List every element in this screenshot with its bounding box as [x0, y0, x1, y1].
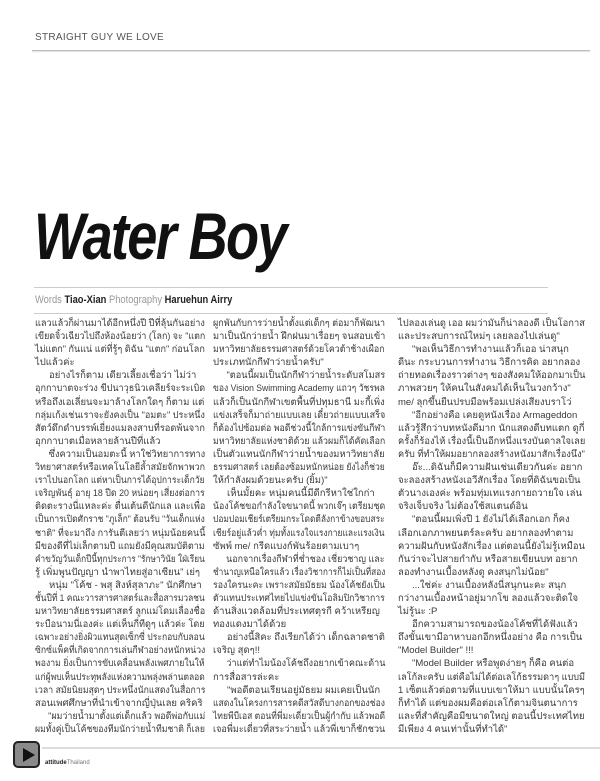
text-line: ถึงขั้นเขามีอาหาบอกอีกหนึ่งอย่าง คือ การเป็น [398, 632, 583, 644]
text-line: กันว่าจะไปสายกำกับ หรือสายเขียนบท อยาก [398, 553, 578, 565]
text-line: "Model Builder" !!! [398, 645, 474, 657]
text-line: มหาวิทยาลัยธรรมศาสตร์ด้วยโควต้าช้างเผือก [213, 344, 385, 356]
text-line: ผมทั้งคู่เป็นโค้ชของทีมนักว่ายน้ำทีมชาติ ก็เลย [35, 723, 205, 735]
byline [35, 294, 232, 306]
text-line: ชำนาญเหนือใครแล้ว เรื่องวิชาการก็ไม่เป็นที่สอง [213, 566, 386, 578]
text-line: และประสบการณ์ใหม่ๆ เลยลองไปเล่นดู" [398, 331, 560, 343]
text-line: ...ใช่ค่ะ งานเบื้องหลังนี่สนุกนะคะ สนุก [412, 579, 567, 591]
text-line: มาเป็นนักว่ายน้ำ ฝึกฝนมาเรื่อยๆ จนสอบเข้า [213, 331, 386, 343]
text-line: ธรรมศาสตร์ เลยต้องซ้อมหนักหน่อย ยังไงก็ช่วย [213, 462, 385, 474]
text-line: อ๊ะ...ดิฉันก็มีความฝันเช่นเดียวกันค่ะ อยาก [412, 462, 583, 474]
text-line: การสื่อสารล่ะคะ [213, 671, 280, 683]
text-line: ตัวนางเองค่ะ พร้อมทุ่มเทแรงกายถวายใจ เล่น [398, 488, 582, 500]
text-line: วิทยาศาสตร์หรือเทคโนโลยีล้ำสมัยจักพาพวก [35, 462, 206, 474]
text-line: ทองแดงมาได้ด้วย [213, 619, 287, 631]
brand-light: Thailand [66, 760, 90, 766]
text-line: ชั้นปีที่ 1 คณะวารสารศาสตร์และสื่อสารมวลชน [35, 592, 205, 604]
text-line: เราไปนอกโลก แต่หาเป็นการได้อุปการะเด็กวัย [35, 475, 205, 487]
text-line: ปอมปอมเชียร์เตรียมกระโดดตีลังกาข้างขอบสระ [213, 514, 385, 526]
text-line: กว่างานเบื้องหน้าอยู่มากโข ลองแล้วจะติดใจ [398, 592, 579, 604]
text-line: ของ Vision Swimming Academy แถวๆ วัชรพล [213, 383, 385, 395]
text-line: น้องโค้ชขอกำลังใจขนาดนี้ พวกเจ๊ๆ เตรียมชุด [213, 501, 386, 513]
text-line: "พอดีตอนเรียนอยู่มัธยม ผมเคยเป็นนัก [227, 684, 381, 696]
text-line: "ตอนนี้ผมเพิ่งปี 1 ยังไม่ได้เลือกเอก ก็คง [412, 514, 570, 526]
text-line: อุกกาบาตจะร่วง ขีปนาวุธนิวเคลียร์จะระเบิด [35, 383, 206, 395]
text-line: จะลองสร้างหนังเอวีสักเรื่อง โดยที่ดิฉันขอเป็น [398, 475, 581, 487]
text-line: ก็ต้องไปซ้อมต่อ พอดีช่วงนี้ใกล้การแข่งขันกีฬา [213, 422, 386, 434]
text-line: กลุ่มเก้งเช่นเราจะยังคงเป็น "อมตะ" ประหนึ่ง [35, 409, 205, 421]
text-line: ครับ ที่ทำให้ผมอยากลองสร้างหนังมาสักเรื่องนึง" [398, 448, 585, 460]
text-line: ก็ทำได้ แต่ของผมคือต่อเลโก้ตามจินตนาการ [398, 697, 578, 709]
text-line: ซัพพ์ me/ กรีดแบงก์พันร้อยตามเบาๆ [213, 540, 360, 552]
text-line: แสดงในโครงการสารคดีสวัสดีบางกอกของช่อง [213, 697, 385, 709]
text-line: "พอเห็นวิธีการทำงานแล้วก็เออ น่าสนุก [412, 344, 569, 356]
text-line: ชาติ" ที่จะมาถึง การันตีเลยว่า หนุ่มน้อยคนนี้ [35, 527, 206, 539]
text-line: เจริญพันธุ์ อายุ 18 ปีด 20 หน่อยๆ เสี่ยงต่อการ [35, 488, 205, 500]
text-line: ตัวแทนประเทศไทยไปแข่งขันโอลิมปิกวิชาการ [213, 592, 385, 604]
text-line: ติดตะรางนี่แหละค่ะ ตื่นเต้นดีนักแล และเพื่อ [35, 501, 206, 513]
text-line: หนุ่ม "โค้ช - พสุ สิงห์สุลาภะ" นักศึกษา [49, 579, 202, 591]
text-column-2 [213, 317, 385, 736]
text-line: "Model Builder หรือพูดง่ายๆ ก็คือ คนต่อ [412, 658, 575, 670]
byline-divider [34, 313, 548, 314]
text-line: คำขวัญวันเด็กปีนี้ทุกประการ "รักษาวินัย ใฝ่เรียน [35, 553, 205, 565]
brand-bold: attitude [45, 760, 67, 766]
article-title: Water Boy [34, 199, 286, 273]
play-icon[interactable] [13, 741, 40, 768]
text-line: อย่างนี้สิคะ ถึงเรียกได้ว่า เด็กฉลาดชาติ [226, 632, 385, 644]
text-line: เขียดจิ้วเฉียวไปถึงห้องน้อยว่า (โลก) จะ "แตก [35, 331, 206, 343]
text-line: เป็นการเปิดศักราช "ภูเล็ก" ต้อนรับ "วันเด็กแห่ง [35, 514, 205, 526]
text-line: มีเพียง 4 คนเท่านั้นที่ทำได้" [398, 723, 508, 735]
brand-logo [45, 760, 90, 766]
text-line: มหาวิทยาลัยแห่งชาติด้วย แล้วผมก็ได้คัดเลือก [213, 435, 386, 447]
text-line: เจริญ สุดๆ!! [213, 645, 260, 657]
text-line: ไปแล้วค่ะ [35, 357, 75, 369]
text-line: สอนเพศศึกษาที่นำเข้าจากญี่ปุ่นเลย คริคริ [35, 697, 203, 709]
text-line: ไม่แตก" กันแน่ แต่ที่รู้ๆ ดิฉัน "แตก" ก่อนโลก [35, 344, 205, 356]
text-line: อุกกาบาตเมื่อหลายล้านปีที่แล้ว [35, 435, 161, 447]
text-line: ว่าแต่ทำไมน้องโค้ชถึงอยากเข้าคณะด้าน [226, 658, 386, 670]
text-line: มหาวิทยาลัยธรรมศาสตร์ ลูกแม่โดมเลื่องชื่อ [35, 606, 206, 618]
text-line: เชียร์อยู่แล้วค่ำ ทุ่มทั้งแรงใจแรงกายและแรงเงิน [213, 527, 385, 539]
text-line: สัตว์ดึกดำบรรพ์เยี่ยงแมลงสาบที่รอดพ้นจาก [35, 422, 205, 434]
text-line: ไทยพีบีเอส ตอนที่พี่มะเดี่ยวเป็นผู้กำกับ แล้วพอดี [213, 710, 386, 722]
text-line: ให้กำลังผมด้วยนะครับ (ยิ้ม)" [213, 475, 328, 487]
text-line: ประเภทนักกีฬาว่ายน้ำครับ" [213, 357, 324, 369]
text-line: แล้วรู้สึกว่าบทหนังดีมาก นักแสดงดีบทแตก ดูกี่ [398, 422, 585, 434]
text-line: เลือกเอกภาพยนตร์ละครับ อยากลองทำตาม [398, 527, 574, 539]
text-line: "ผมว่ายน้ำมาตั้งแต่เด็กแล้ว พอดีพ่อกับแม่ [48, 710, 206, 722]
text-line: พองาม ยิ่งเป็นการขับเคลื่อนพลังเพศภายในให้ [35, 658, 205, 670]
text-line: เลโก้ละครับ แต่คือไม่ได้ต่อเลโก้ธรรมดาๆ แบบมี [398, 671, 586, 683]
text-line: ลองทำงานเบื้องหลังดู คงสนุกไม่น้อย" [398, 566, 549, 578]
text-line: ซึ่งความเป็นอมตะนี้ หาใช่วิทยาการทาง [48, 448, 206, 460]
words-label: Words [35, 294, 62, 306]
text-line: หรือถึงเอเลี่ยนจะมาล้างโลกใดๆ ก็ตาม แต่ [35, 396, 205, 408]
writer-name: Tiao-Xian [64, 294, 107, 306]
photography-label: Photography [108, 294, 163, 306]
text-line: แลวแล้วก็ผ่านมาได้อีกหนึ่งปี ปีที่ลุ้นกันอย่าง [35, 318, 205, 329]
text-line: รองใครนะคะ เพราะสมัยมัธยม น้องโค้ชยังเป็น [213, 579, 386, 591]
text-line: มีของดีที่ไม่เล็กตามปี แถมยังมีคุณสมบัติตาม [35, 540, 205, 552]
text-line: ระบือนามนี่เองค่ะ แต่เห็นกี่ทีดูๆ แล้วค่ะ โดย [35, 619, 205, 631]
photographer-name: Haruehun Airry [164, 294, 233, 306]
text-line: เจอพี่มะเดี่ยวที่สระว่ายน้ำ แล้วพี่เขาก็ชักชวน [213, 723, 386, 735]
text-line: จริงเจ็บจริง ไม่ต้องใช้สแตนด์อิน [398, 501, 528, 513]
text-line: ครั้งก็ร้องไห้ เรื่องนี้เป็นอีกหนึ่งแรงบันดาลใจเลย [398, 435, 586, 447]
text-line: เฉพาะอย่างยิ่งผิวแทนสุดเซ็กซี่ ประกอบกับลอน [35, 632, 205, 644]
text-line: แข่งเสร็จก็มาถ่ายแบบเลย เดี๋ยวถ่ายแบบเสร็จ [213, 409, 386, 421]
text-line: me/ ลุกขึ้นยืนปรบมือพร้อมเปล่งเสียงบราโว่ [398, 396, 572, 408]
text-line: เวลา สมัยนิยมสุดๆ ประหนึ่งนักแสดงในสื่อการ [35, 684, 206, 696]
text-line: แก่ผู้พบเห็นประทุพลังแห่งความพลุ่งพล่านตลอด [35, 671, 205, 683]
text-line: อีกความสามารถของน้องโค้ชที่ได้ฟังแล้ว [412, 619, 578, 631]
text-line: เป็นตัวแทนนักกีฬาว่ายน้ำของมหาวิทยาลัย [213, 448, 385, 460]
footer-divider [42, 747, 600, 749]
title-divider [34, 287, 548, 288]
text-line: และที่สำคัญคือมีขนาดใหญ่ ตอนนี้ประเทศไทย [398, 710, 585, 722]
text-line: แล้วก็เป็นนักกีฬาเขตพื้นที่ปทุมธานี มะกี้เพิ่ง [213, 396, 385, 408]
text-line: 1 เซ็ตแล้วต่อตามที่แบบเขาให้มา แบบนั้นใครๆ [398, 684, 585, 696]
text-line: ภาพสวยๆ ให้คนในสังคมได้เห็นในวงกว้าง" [398, 383, 571, 395]
text-line: "อีกอย่างคือ เคยดูหนังเรื่อง Armageddon [412, 409, 578, 421]
text-line: นอกจากเรื่องกีฬาที่ช่ำชอง เชี่ยวชาญ และ [226, 553, 385, 565]
text-line: ความฝันกับหนังสักเรื่อง แต่ตอนนี้ยังไม่รู้เหมือน [398, 540, 585, 552]
text-column-1 [35, 317, 205, 736]
text-line: เห็นมั้ยคะ หนุ่มคนนี้มีดีกรีหาใช่ใกก่า [227, 488, 375, 500]
text-line: ด้านสิ่งแวดล้อมที่ประเทศตุรกี คว้าเหรียญ [213, 606, 380, 618]
text-line: "ตอนนี้ผมเป็นนักกีฬาว่ายน้ำระดับสโมสร [226, 370, 386, 382]
text-line: ไม่รู้นะ :P [398, 606, 438, 618]
text-line: ดีนะ กระบวนการทำงาน วิธีการคิด อยากลอง [398, 357, 581, 369]
text-line: ผูกพันกับการว่ายน้ำตั้งแต่เด็กๆ ต่อมาก็พัฒนา [213, 318, 386, 329]
section-label: STRAIGHT GUY WE LOVE [35, 32, 164, 43]
text-column-3 [398, 317, 585, 736]
text-line: รู้ เพิ่มพูนปัญญา นำพาไทยสู่อาเซียน" เย่ๆ [35, 566, 201, 578]
header-divider [32, 50, 590, 51]
text-line: ซิกซ์แพ็คที่เกิดจากการเล่นกีฬาอย่างหนักหน่วง [35, 645, 206, 657]
text-line: ถ่ายทอดเรื่องราวต่างๆ ของสังคมให้ออกมาเป็น [398, 370, 586, 382]
text-line: ไปลองเล่นดู เออ ผมว่ามันก็น่าลองดี เป็นโอกาส [398, 318, 585, 329]
text-line: อย่างไรก็ตาม เดียวเลี้ยงเชื่อว่า ไม่ว่า [49, 370, 197, 382]
